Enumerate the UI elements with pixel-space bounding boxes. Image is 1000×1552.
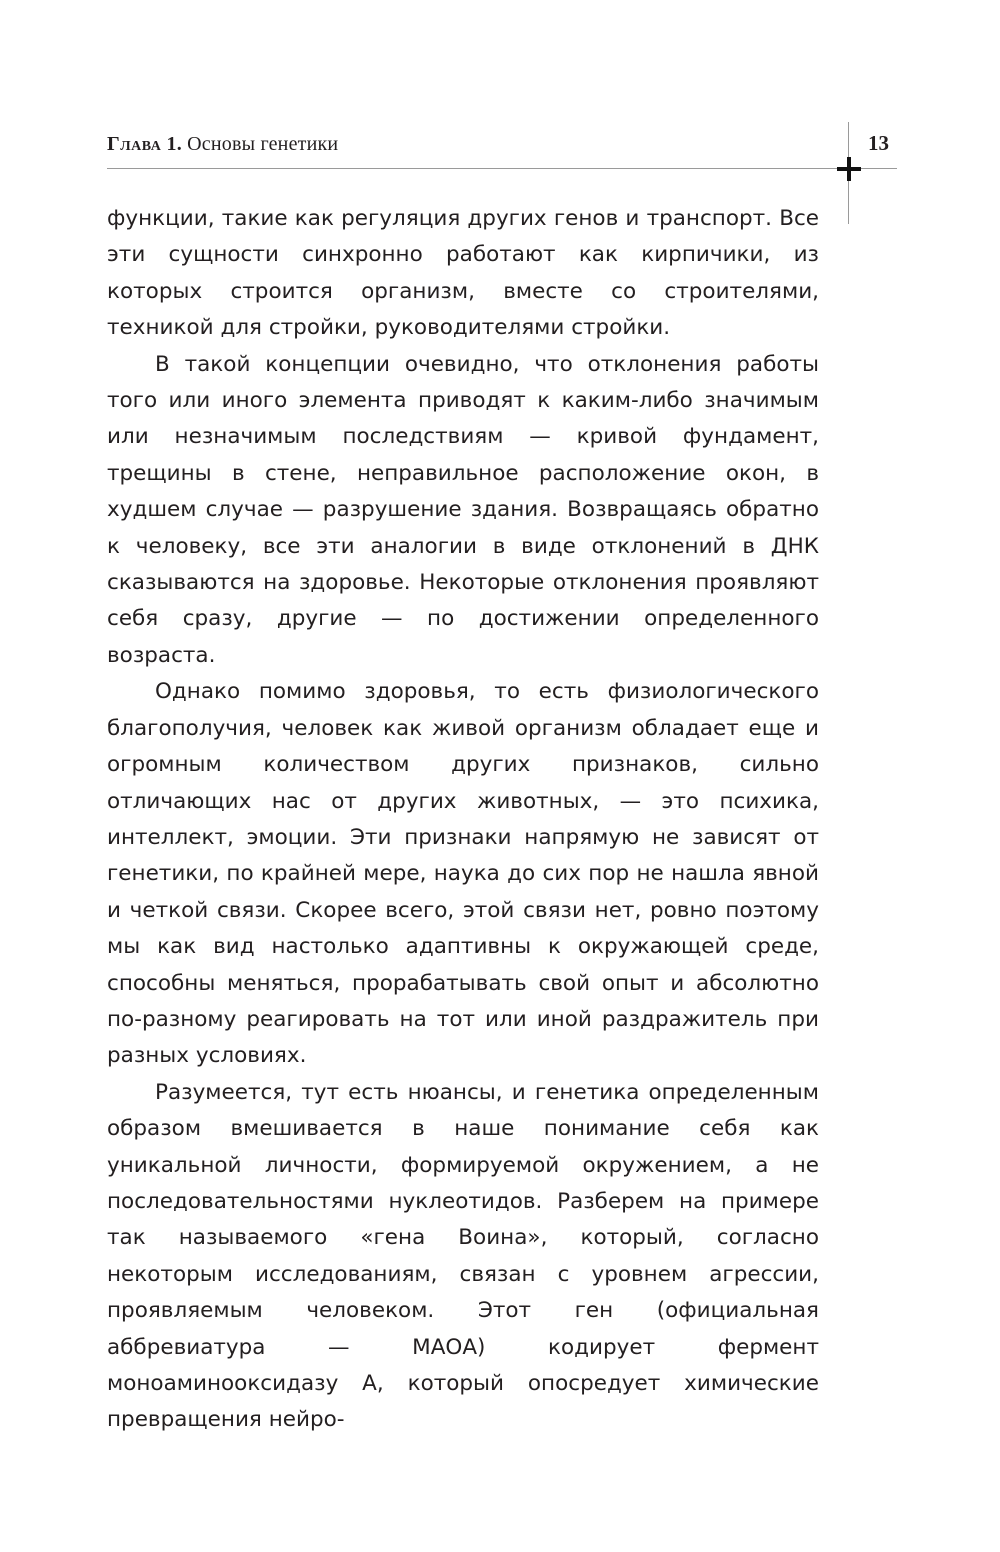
paragraph: функции, такие как регуляция других генов и транспорт. Все эти сущности синхронно работают как кирпичики, из которых строится организм, вместе со строителями, техникой для стройки, руководителями стройки.: [107, 206, 819, 341]
paragraph: Однако помимо здоровья, то есть физиологического благополучия, человек как живой организм обладает еще и огромным количеством других признаков, сильно отличающих нас от других животных, — это психика, интеллект, эмоции. Эти признаки напрямую не зависят от генетики, по крайней мере, наука до сих пор не нашла явной и четкой связи. Скорее всего, этой связи нет, ровно поэтому мы как вид настолько адаптивны к окружающей среде, способны меняться, прорабатывать свой опыт и абсолютно по-разному реагировать на тот или иной раздражитель при разных условиях.: [107, 679, 819, 1069]
page-number: 13: [868, 131, 889, 155]
header-rule: [107, 168, 897, 169]
running-header: [107, 133, 338, 156]
paragraph: В такой концепции очевидно, что отклонения работы того или иного элемента приводят к каким-либо значимым или незначимым последствиям — кривой фундамент, трещины в стене, неправильное расположение окон, в худшем случае — разрушение здания. Возвращаясь обратно к человеку, все эти аналогии в виде отклонений в ДНК сказываются на здоровье. Некоторые отклонения проявляют себя сразу, другие — по достижении определенного возраста.: [107, 351, 819, 668]
chapter-title: Основы генетики: [187, 133, 339, 155]
paragraph: Разумеется, тут есть нюансы, и генетика определенным образом вмешивается в наше понимание себя как уникальной личности, формируемой окружением, а не последовательностями нуклеотидов. Разберем на примере так называемого «гена Воина», который, согласно некоторым исследованиям, связан с уровнем агрессии, проявляемым человеком. Этот ген (официальная аббревиатура — МАОА) кодирует фермент моноаминооксидазу А, который опосредует химические превращения нейро-: [107, 1079, 819, 1433]
plus-icon: [837, 157, 861, 181]
chapter-label: Глава: [107, 133, 162, 155]
body-text: [107, 201, 819, 1439]
chapter-number: 1.: [166, 133, 182, 155]
